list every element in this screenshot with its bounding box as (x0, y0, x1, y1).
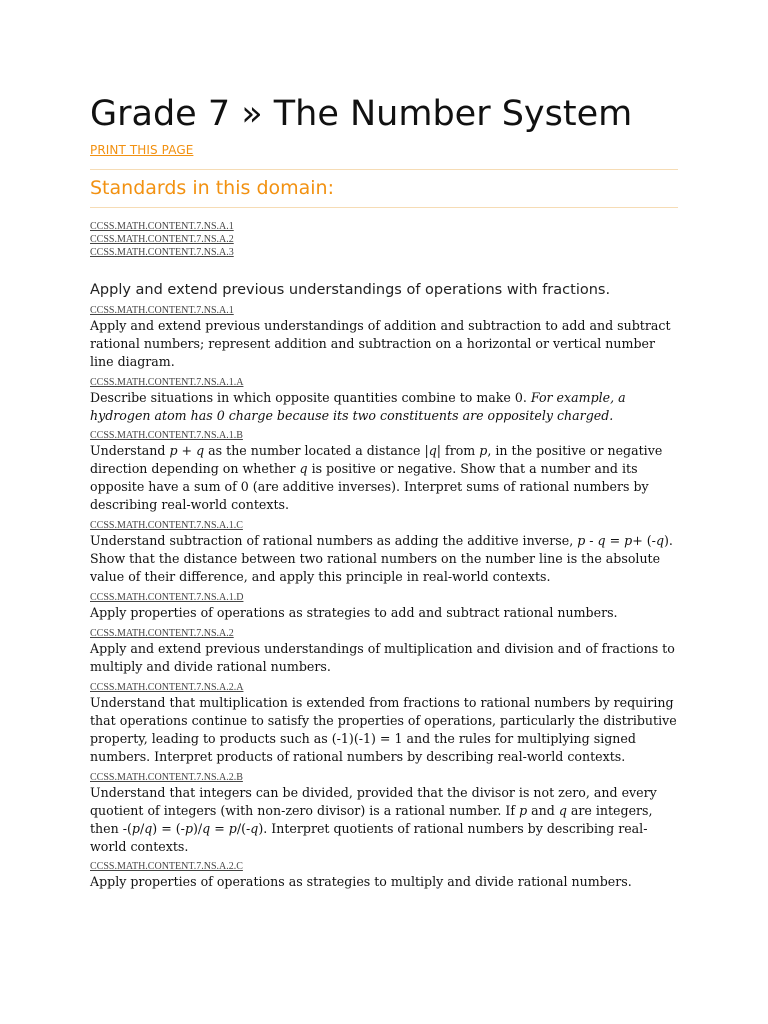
standard-code-link[interactable]: CCSS.MATH.CONTENT.7.NS.A.2.B (90, 772, 243, 783)
text-run: Apply properties of operations as strategies to add and subtract rational numbers. (90, 605, 618, 620)
standard-description (90, 694, 678, 766)
standards-list (90, 305, 678, 891)
standard-description (90, 442, 678, 514)
italic-text: p (624, 533, 633, 548)
standard-item (90, 861, 678, 891)
standard-item (90, 377, 678, 425)
text-run: as the number located a distance | (204, 443, 429, 458)
text-run: | from (436, 443, 480, 458)
standard-description (90, 873, 678, 891)
italic-text: p (169, 443, 178, 458)
standard-code-link[interactable]: CCSS.MATH.CONTENT.7.NS.A.2 (90, 628, 234, 639)
text-run: = (210, 821, 229, 836)
italic-text: p (228, 821, 237, 836)
standard-description (90, 389, 678, 425)
italic-text: q (428, 443, 437, 458)
text-run: Understand subtraction of rational numbers as adding the additive inverse, (90, 533, 578, 548)
text-run: Apply properties of operations as strategies to multiply and divide rational numbers. (90, 874, 632, 889)
italic-text: q (655, 533, 665, 548)
standard-description (90, 784, 678, 856)
standard-description (90, 532, 678, 586)
text-run: Describe situations in which opposite quantities combine to make 0. (90, 390, 531, 405)
standard-description (90, 317, 678, 371)
standard-item (90, 628, 678, 676)
standard-code-link[interactable]: CCSS.MATH.CONTENT.7.NS.A.2.C (90, 861, 243, 872)
italic-text: p (184, 821, 193, 836)
standard-code-link[interactable]: CCSS.MATH.CONTENT.7.NS.A.1 (90, 305, 234, 316)
text-run: - (585, 533, 598, 548)
italic-text: q (250, 821, 259, 836)
italic-text: For example, a hydrogen atom has 0 charge because its two constituents are oppositely charged. (90, 390, 626, 423)
standard-link-a2[interactable]: CCSS.MATH.CONTENT.7.NS.A.2 (90, 234, 234, 245)
text-run: Understand that integers can be divided, provided that the divisor is not zero, and every quotient of integers (with non-zero divisor) is a rational number. If (90, 785, 657, 818)
text-run: ). Show that the distance between two rational numbers on the number line is the absolute value of their difference, and apply this principle in real-world contexts. (90, 533, 673, 584)
standard-code-link[interactable]: CCSS.MATH.CONTENT.7.NS.A.1.D (90, 592, 244, 603)
text-run: , in the positive or negative direction depending on whether (90, 443, 663, 476)
italic-text: q (196, 443, 205, 458)
standard-links-list (90, 220, 678, 259)
text-run: / (139, 821, 145, 836)
italic-text: q (202, 821, 211, 836)
text-run: ) = (- (152, 821, 185, 836)
standard-code-link[interactable]: CCSS.MATH.CONTENT.7.NS.A.2.A (90, 682, 244, 693)
italic-text: p (131, 821, 140, 836)
standard-description (90, 604, 678, 622)
standard-code-link[interactable]: CCSS.MATH.CONTENT.7.NS.A.1.C (90, 520, 243, 531)
page-title: Grade 7 » The Number System (90, 94, 633, 134)
text-run: = (605, 533, 625, 548)
text-run: + (- (632, 533, 656, 548)
text-run: is positive or negative. Show that a number and its opposite have a sum of 0 (are additive inverses). Interpret sums of rational numbers by describing real-world contexts. (90, 461, 649, 512)
divider (90, 207, 678, 208)
italic-text: q (144, 821, 153, 836)
standard-item (90, 772, 678, 856)
cluster-heading: Apply and extend previous understandings of operations with fractions. (90, 282, 611, 298)
text-run: Understand (90, 443, 170, 458)
standard-item (90, 682, 678, 766)
standard-item (90, 430, 678, 514)
italic-text: q (558, 803, 567, 818)
standard-description (90, 640, 678, 676)
text-run: )/ (193, 821, 203, 836)
text-run: are integers, then -( (90, 803, 653, 836)
domain-heading: Standards in this domain: (90, 177, 335, 199)
text-run: and (527, 803, 559, 818)
standard-item (90, 520, 678, 586)
standard-link-a1[interactable]: CCSS.MATH.CONTENT.7.NS.A.1 (90, 221, 234, 232)
standard-code-link[interactable]: CCSS.MATH.CONTENT.7.NS.A.1.A (90, 377, 244, 388)
standard-item (90, 592, 678, 622)
print-page-link[interactable]: PRINT THIS PAGE (90, 143, 194, 157)
text-run: Understand that multiplication is extended from fractions to rational numbers by requiring that operations continue to satisfy the properties of operations, particularly the distributive property, leading to products such as (-1)(-1) = 1 and the rules for multiplying signed numbers. Interpret products of rational numbers by describing real-world contexts. (90, 695, 677, 764)
italic-text: p (519, 803, 528, 818)
text-run: Apply and extend previous understandings of multiplication and division and of fractions to multiply and divide rational numbers. (90, 641, 675, 674)
text-run: Apply and extend previous understandings of addition and subtraction to add and subtract rational numbers; represent addition and subtraction on a horizontal or vertical number line diagram. (90, 318, 671, 369)
italic-text: p (577, 533, 586, 548)
text-run: /(- (236, 821, 251, 836)
standard-code-link[interactable]: CCSS.MATH.CONTENT.7.NS.A.1.B (90, 430, 243, 441)
italic-text: p (479, 443, 488, 458)
standard-link-a3[interactable]: CCSS.MATH.CONTENT.7.NS.A.3 (90, 247, 234, 258)
italic-text: q (597, 533, 606, 548)
standard-item (90, 305, 678, 371)
italic-text: q (299, 461, 308, 476)
text-run: + (177, 443, 197, 458)
text-run: ). Interpret quotients of rational numbers by describing real-world contexts. (90, 821, 648, 854)
